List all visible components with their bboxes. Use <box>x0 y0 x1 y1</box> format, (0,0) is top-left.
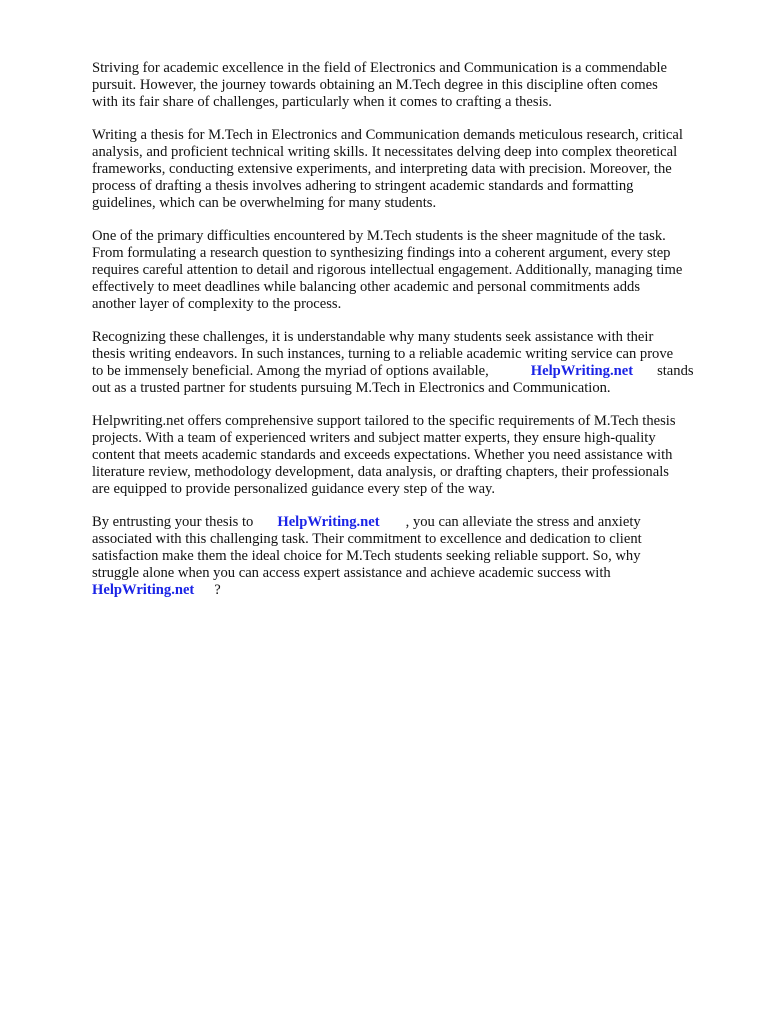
paragraph-recognizing <box>92 329 722 397</box>
text-line: satisfaction make them the ideal choice for M.Tech students seeking reliable support. So, why <box>92 548 641 564</box>
paragraph-difficulties <box>92 228 722 313</box>
text-line: with its fair share of challenges, particularly when it comes to crafting a thesis. <box>92 94 552 110</box>
text-segment: to be immensely beneficial. Among the myriad of options available, <box>92 363 489 379</box>
text-segment: By entrusting your thesis to <box>92 514 254 530</box>
text-line: are equipped to provide personalized guidance every step of the way. <box>92 481 496 497</box>
helpwriting-link[interactable]: HelpWriting.net <box>92 582 195 598</box>
text-line: requires careful attention to detail and rigorous intellectual engagement. Additionally, managing time <box>92 262 683 278</box>
text-segment: stands <box>657 363 694 379</box>
text-line: One of the primary difficulties encountered by M.Tech students is the sheer magnitude of the task. <box>92 228 666 244</box>
text-line: thesis writing endeavors. In such instances, turning to a reliable academic writing service can prove <box>92 346 674 362</box>
text-line: frameworks, conducting extensive experiments, and interpreting data with precision. Moreover, the <box>92 161 672 177</box>
text-line: guidelines, which can be overwhelming for many students. <box>92 195 437 211</box>
text-line: another layer of complexity to the process. <box>92 296 342 312</box>
paragraph-thesis-demands <box>92 127 722 212</box>
text-segment: ? <box>214 582 221 598</box>
text-line: effectively to meet deadlines while balancing other academic and personal commitments adds <box>92 279 641 295</box>
text-line: Recognizing these challenges, it is understandable why many students seek assistance with their <box>92 329 654 345</box>
text-line: From formulating a research question to synthesizing findings into a coherent argument, every step <box>92 245 671 261</box>
text-line-with-link <box>92 582 722 599</box>
helpwriting-link[interactable]: HelpWriting.net <box>530 363 634 379</box>
text-line: struggle alone when you can access expert assistance and achieve academic success with <box>92 565 611 581</box>
text-line: literature review, methodology development, data analysis, or drafting chapters, their professionals <box>92 464 669 480</box>
text-segment: , you can alleviate the stress and anxiety <box>405 514 641 530</box>
paragraph-entrusting <box>92 514 722 599</box>
text-line: out as a trusted partner for students pursuing M.Tech in Electronics and Communication. <box>92 380 611 396</box>
text-line-with-link <box>92 514 722 531</box>
text-line: Striving for academic excellence in the field of Electronics and Communication is a commendable <box>92 60 668 76</box>
text-line-with-link <box>92 363 722 380</box>
text-line: pursuit. However, the journey towards obtaining an M.Tech degree in this discipline often comes <box>92 77 658 93</box>
text-line: content that meets academic standards and exceeds expectations. Whether you need assistance with <box>92 447 673 463</box>
text-line: process of drafting a thesis involves adhering to stringent academic standards and formatting <box>92 178 634 194</box>
text-line: analysis, and proficient technical writing skills. It necessitates delving deep into complex theoretical <box>92 144 678 160</box>
text-line: Writing a thesis for M.Tech in Electronics and Communication demands meticulous research, critical <box>92 127 683 143</box>
text-line: projects. With a team of experienced writers and subject matter experts, they ensure high-quality <box>92 430 656 446</box>
document-page <box>92 60 722 615</box>
text-line: Helpwriting.net offers comprehensive support tailored to the specific requirements of M.Tech thesis <box>92 413 676 429</box>
paragraph-intro <box>92 60 722 111</box>
text-line: associated with this challenging task. Their commitment to excellence and dedication to client <box>92 531 642 547</box>
helpwriting-link[interactable]: HelpWriting.net <box>277 514 380 530</box>
paragraph-helpwriting-support <box>92 413 722 498</box>
